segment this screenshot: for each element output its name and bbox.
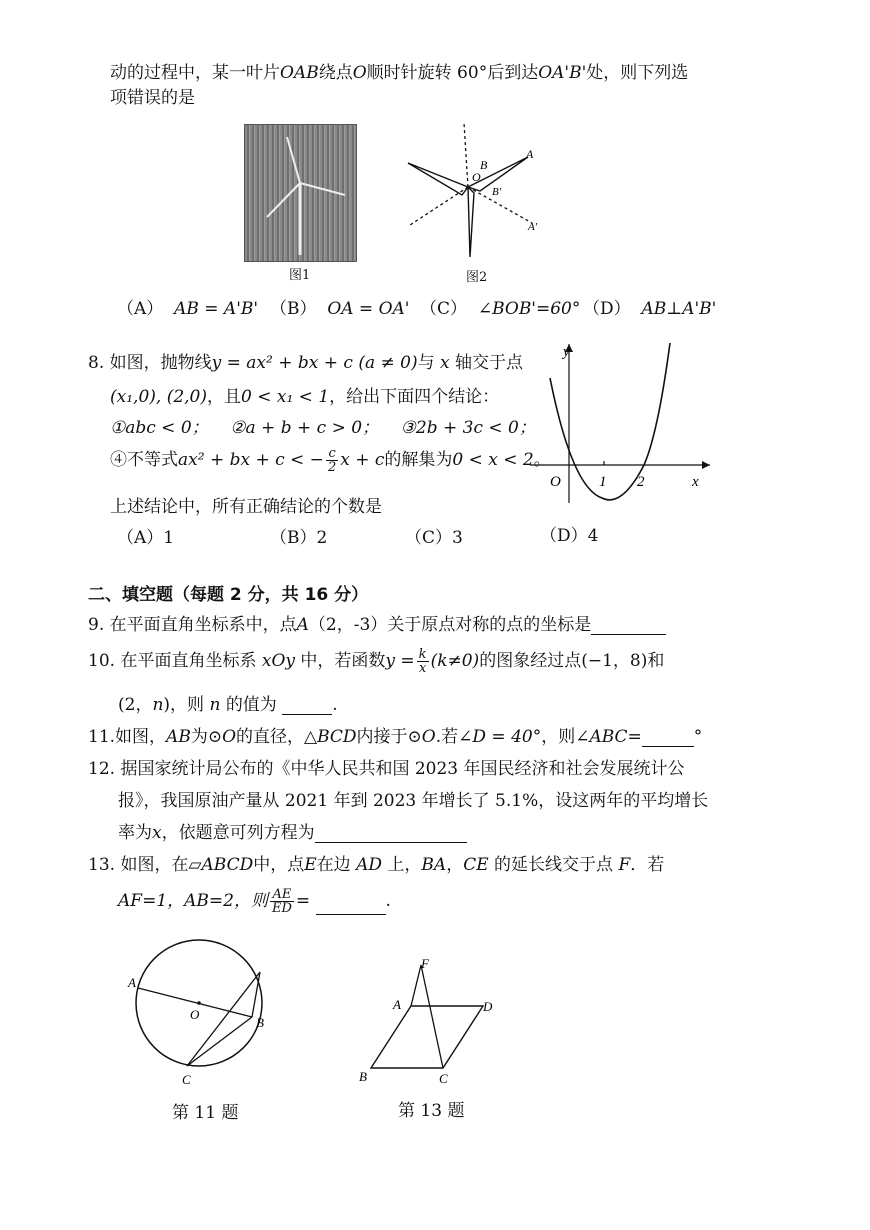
q8-option-d: （D）4: [540, 526, 599, 546]
fig11-label-C: C: [182, 1072, 191, 1087]
q11-answer-blank[interactable]: [642, 727, 694, 747]
q9-answer-blank[interactable]: [591, 615, 666, 635]
fig13-label-C: C: [439, 1071, 448, 1086]
fig2-label-Bp: B': [492, 186, 502, 198]
fig2-label-A: A: [526, 147, 534, 161]
fig2-caption: 图2: [466, 270, 488, 285]
q7-option-d: （D） AB⊥A'B': [583, 299, 717, 319]
q8-option-b: （B）2: [270, 528, 328, 548]
fig1-caption: 图1: [289, 268, 311, 283]
fig2-label-O: O: [472, 170, 481, 184]
q7-option-c: （C） ∠BOB'=60°: [420, 299, 581, 319]
q10-line1: 10. 在平面直角坐标系 xOy 中，若函数y = $\frac{k}{x}$ (k≠0)的图象经过点(−1，8)和: [88, 647, 665, 676]
fig2-rotation-diagram: [400, 115, 550, 265]
fig2-label-B: B: [480, 158, 488, 172]
fig13-label-A: A: [393, 997, 401, 1012]
q7-line1: 动的过程中，某一叶片OAB绕点O顺时针旋转 60°后到达OA'B'处，则下列选: [110, 63, 689, 83]
q8-line1: 8. 如图，抛物线y = ax² + bx + c (a ≠ 0)与 x 轴交于点: [88, 353, 524, 373]
graph-label-y: y: [563, 344, 570, 360]
fig11-caption: 第 11 题: [172, 1103, 239, 1123]
graph-label-x: x: [692, 474, 699, 490]
q8-option-a: （A）1: [117, 528, 175, 548]
wind-turbine-photo: [244, 124, 357, 262]
q11: 11.如图，AB为⊙O的直径，△BCD内接于⊙O.若∠D = 40°，则∠ABC= °: [88, 727, 703, 747]
graph-label-1: 1: [599, 474, 607, 490]
fig11-label-A: A: [128, 975, 136, 990]
q12-line3: 率为x，依题意可列方程为: [118, 818, 467, 843]
q10-line2: (2，n)，则 n 的值为 .: [118, 695, 338, 715]
q12-line1: 12. 据国家统计局公布的《中华人民共和国 2023 年国民经济和社会发展统计公: [88, 759, 685, 779]
fig13-label-F: F: [421, 956, 429, 971]
q9: 9. 在平面直角坐标系中，点A（2，-3）关于原点对称的点的坐标是: [88, 610, 666, 635]
q13-line1: 13. 如图，在▱ABCD中，点E在边 AD 上，BA，CE 的延长线交于点 F．若: [88, 855, 665, 875]
section-2-heading: 二、填空题（每题 2 分，共 16 分）: [88, 585, 369, 605]
q7-option-b: （B） OA = OA': [270, 299, 410, 319]
q8-conclusion-4: ④不等式ax² + bx + c < − $\frac{c}{2}$ x + c的解集为0 < x < 2。: [110, 446, 551, 475]
q8-line5: 上述结论中，所有正确结论的个数是: [110, 497, 382, 517]
fig2-label-Ap: A': [528, 221, 538, 233]
q8-conclusions-1-3: ①abc < 0； ②a + b + c > 0； ③2b + 3c < 0；: [110, 418, 536, 438]
q12-line2: 报》，我国原油产量从 2021 年到 2023 年增长了 5.1%，设这两年的平均增长: [118, 791, 709, 811]
fig11-label-O: O: [190, 1007, 200, 1022]
q13-answer-blank[interactable]: [316, 895, 386, 915]
fig13-label-D: D: [483, 999, 493, 1014]
fig13-parallelogram-diagram: [355, 955, 515, 1090]
q7-line2: 项错误的是: [110, 88, 195, 108]
fig11-label-B: B: [256, 1015, 264, 1030]
fig11-circle-diagram: [120, 935, 280, 1095]
graph-label-origin: O: [550, 474, 561, 490]
q10-answer-blank[interactable]: [282, 695, 332, 715]
q8-option-c: （C）3: [405, 528, 463, 548]
fig13-label-B: B: [359, 1069, 367, 1084]
wind-turbine-drawing: [245, 125, 356, 261]
fig13-caption: 第 13 题: [398, 1101, 465, 1121]
q7-option-a: （A） AB = A'B': [117, 299, 259, 319]
graph-label-2: 2: [637, 474, 645, 490]
q12-answer-blank[interactable]: [315, 823, 467, 843]
q13-line2: AF=1，AB=2，则 $\frac{AE}{ED}$ = .: [118, 887, 391, 916]
q8-line2: (x₁,0), (2,0)，且0 < x₁ < 1，给出下面四个结论：: [110, 387, 500, 407]
q8-parabola-graph: [520, 338, 720, 513]
